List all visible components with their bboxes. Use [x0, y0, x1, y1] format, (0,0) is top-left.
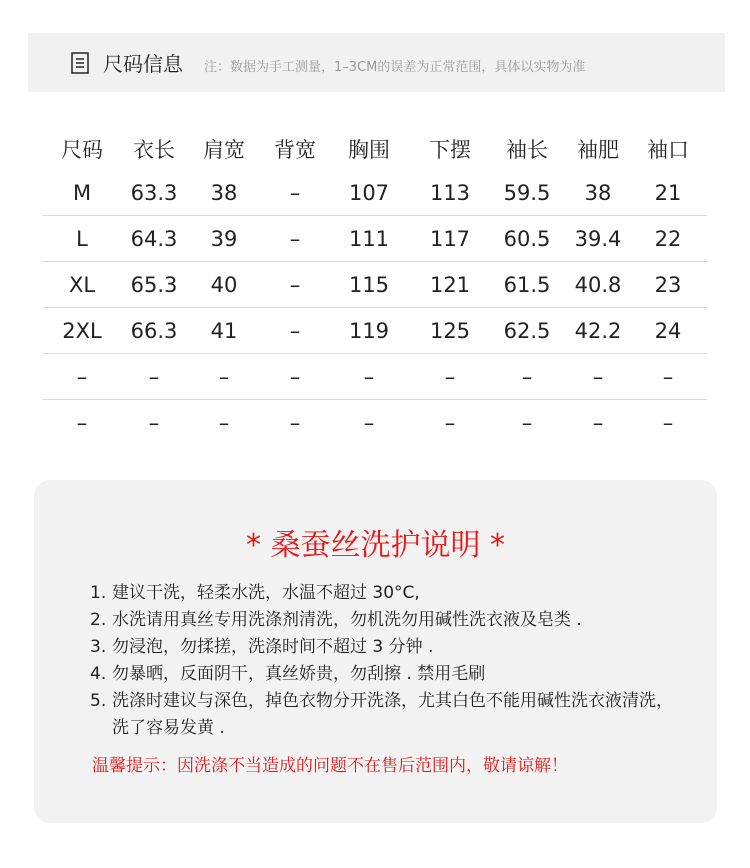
- size-table: [43, 128, 707, 445]
- column-header: 胸围: [348, 138, 390, 162]
- column-header: 背宽: [274, 138, 316, 162]
- table-cell: M: [72, 180, 92, 205]
- table-cell: 66.3: [130, 318, 178, 343]
- table-cell: –: [289, 180, 301, 205]
- care-item: [90, 688, 690, 742]
- table-row: [43, 170, 707, 216]
- care-item-text: 勿浸泡，勿揉搓，洗涤时间不超过 3 分钟 .: [112, 637, 434, 657]
- table-cell: –: [363, 410, 375, 435]
- table-cell: –: [148, 410, 160, 435]
- table-cell: 119: [348, 318, 390, 343]
- table-cell: –: [521, 410, 533, 435]
- table-cell: –: [662, 364, 674, 389]
- table-cell: –: [363, 364, 375, 389]
- care-item: [90, 607, 690, 634]
- care-item-text: 洗涤时建议与深色，掉色衣物分开洗涤，尤其白色不能用碱性洗衣液清洗，洗了容易发黄 .: [112, 691, 673, 738]
- care-list: [90, 580, 690, 742]
- table-cell: –: [218, 410, 230, 435]
- care-item-text: 水洗请用真丝专用洗涤剂清洗，勿机洗勿用碱性洗衣液及皂类 .: [112, 610, 582, 630]
- table-cell: –: [444, 364, 456, 389]
- table-cell: 38: [210, 180, 238, 205]
- table-cell: 61.5: [503, 272, 551, 297]
- size-info-header: [28, 33, 725, 92]
- table-cell: 60.5: [503, 226, 551, 251]
- table-cell: 125: [429, 318, 471, 343]
- table-cell: 59.5: [503, 180, 551, 205]
- table-cell: 42.2: [574, 318, 622, 343]
- table-cell: 39: [210, 226, 238, 251]
- care-item-number: 2.: [90, 610, 107, 630]
- table-cell: –: [592, 364, 604, 389]
- column-header: 袖口: [647, 138, 689, 162]
- column-header: 尺码: [61, 138, 103, 162]
- care-item-number: 1.: [90, 583, 107, 603]
- warm-tip: 温馨提示：因洗涤不当造成的问题不在售后范围内，敬请谅解！: [92, 756, 568, 776]
- table-cell: 65.3: [130, 272, 178, 297]
- care-item-number: 4.: [90, 664, 107, 684]
- table-cell: –: [148, 364, 160, 389]
- table-cell: 40.8: [574, 272, 622, 297]
- care-item: [90, 580, 690, 607]
- table-cell: 115: [348, 272, 390, 297]
- table-cell: 38: [584, 180, 612, 205]
- table-header-row: [43, 128, 707, 170]
- table-cell: 24: [654, 318, 682, 343]
- table-cell: 111: [348, 226, 390, 251]
- table-cell: –: [289, 226, 301, 251]
- table-cell: 64.3: [130, 226, 178, 251]
- table-row: [43, 262, 707, 308]
- column-header: 袖长: [506, 138, 548, 162]
- table-cell: –: [592, 410, 604, 435]
- column-header: 袖肥: [577, 138, 619, 162]
- table-cell: 107: [348, 180, 390, 205]
- table-row: [43, 308, 707, 354]
- table-cell: –: [76, 410, 88, 435]
- care-instructions-card: [34, 480, 717, 823]
- table-cell: –: [218, 364, 230, 389]
- table-cell: 117: [429, 226, 471, 251]
- measurement-note: 注：数据为手工测量，1–3CM的误差为正常范围，具体以实物为准: [204, 60, 586, 75]
- table-cell: 39.4: [574, 226, 622, 251]
- table-cell: –: [289, 272, 301, 297]
- table-cell: L: [76, 226, 88, 251]
- care-item-number: 5.: [90, 691, 107, 711]
- care-title: * 桑蚕丝洗护说明 *: [245, 528, 506, 563]
- table-row: [43, 400, 707, 445]
- section-title: 尺码信息: [103, 52, 183, 76]
- care-item-number: 3.: [90, 637, 107, 657]
- table-cell: 2XL: [62, 318, 102, 343]
- care-item: [90, 634, 690, 661]
- table-cell: –: [444, 410, 456, 435]
- table-cell: –: [521, 364, 533, 389]
- table-cell: 62.5: [503, 318, 551, 343]
- table-cell: 22: [654, 226, 682, 251]
- table-row: [43, 216, 707, 262]
- table-cell: 121: [429, 272, 471, 297]
- column-header: 下摆: [429, 138, 471, 162]
- table-row: [43, 354, 707, 400]
- table-cell: 41: [210, 318, 238, 343]
- document-icon: [71, 52, 89, 74]
- column-header: 肩宽: [203, 138, 245, 162]
- table-cell: –: [76, 364, 88, 389]
- table-cell: 63.3: [130, 180, 178, 205]
- column-header: 衣长: [133, 138, 175, 162]
- table-cell: –: [662, 410, 674, 435]
- table-cell: –: [289, 410, 301, 435]
- table-cell: 40: [210, 272, 238, 297]
- table-cell: 21: [654, 180, 682, 205]
- table-cell: XL: [68, 272, 96, 297]
- table-cell: 113: [429, 180, 471, 205]
- table-cell: 23: [654, 272, 682, 297]
- care-item-text: 勿暴晒，反面阴干，真丝娇贵，勿刮擦 . 禁用毛刷: [112, 664, 486, 684]
- care-item: [90, 661, 690, 688]
- care-item-text: 建议干洗，轻柔水洗，水温不超过 30°C,: [112, 583, 420, 603]
- table-cell: –: [289, 318, 301, 343]
- table-cell: –: [289, 364, 301, 389]
